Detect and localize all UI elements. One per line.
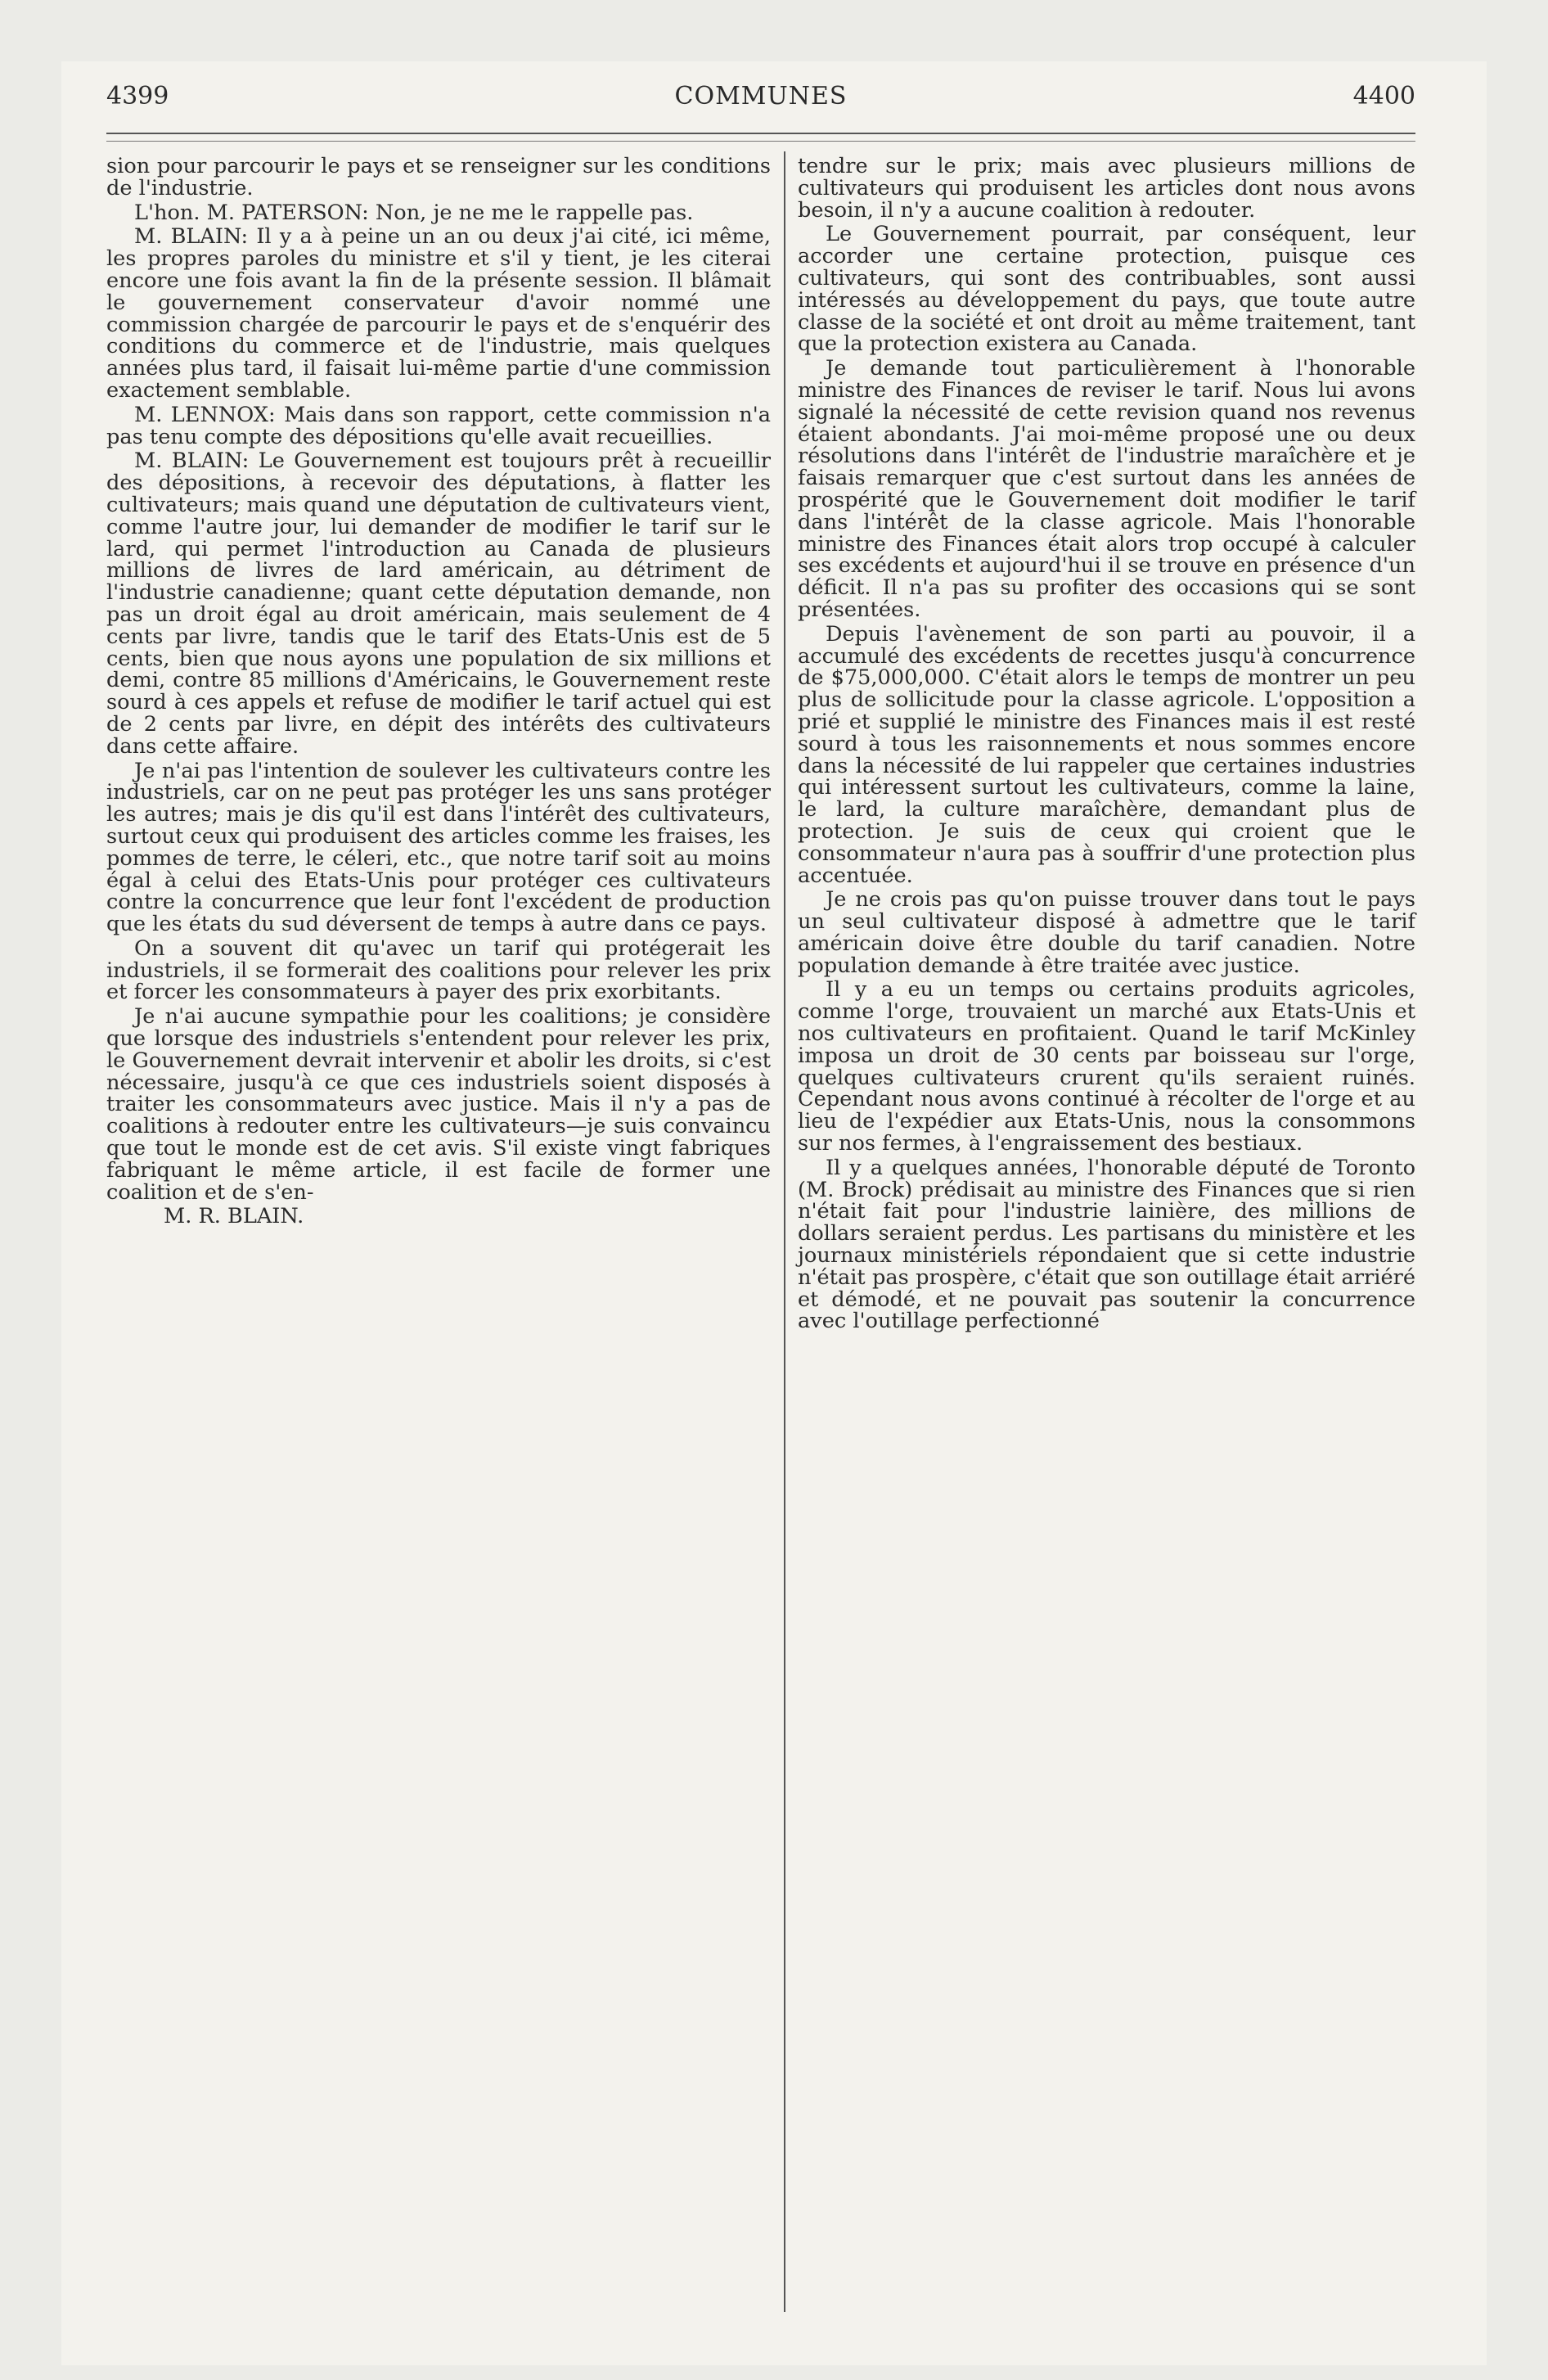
page-header bbox=[106, 82, 1415, 123]
paragraph: Je demande tout particulièrement à l'honorable ministre des Finances de reviser le tarif. Nous lui avons signalé la nécessité de cette revision quand nos revenus étaient abondants. J'ai moi-même proposé une ou deux résolutions dans l'intérêt de l'industrie maraîchère et je faisais remarquer que c'est surtout dans les années de prospérité que le Gouvernement doit modifier le tarif dans l'intérêt de la classe agricole. Mais l'honorable ministre des Finances était alors trop occupé à calculer ses excédents et aujourd'hui il se trouve en présence d'un déficit. Il n'a pas su profiter des occasions qui se sont présentées. bbox=[798, 356, 1415, 622]
left-column bbox=[106, 156, 771, 1228]
header-rule-bottom bbox=[106, 141, 1415, 142]
header-rule-top bbox=[106, 133, 1415, 134]
paragraph: Je ne crois pas qu'on puisse trouver dans tout le pays un seul cultivateur disposé à admettre que le tarif américain doive être double du tarif canadien. Notre population demande à être traitée avec justice. bbox=[798, 887, 1415, 978]
paragraph: M. LENNOX: Mais dans son rapport, cette commission n'a pas tenu compte des dépositions qu'elle avait recueillies. bbox=[106, 402, 771, 449]
paragraph: Le Gouvernement pourrait, par conséquent, leur accorder une certaine protection, puisque ces cultivateurs, qui sont des contribuables, sont aussi intéressés au développement du pays, que toute autre classe de la société et ont droit au même traitement, tant que la protection existera au Canada. bbox=[798, 222, 1415, 357]
paragraph: M. BLAIN: Le Gouvernement est toujours prêt à recueillir des dépositions, à recevoir des députations, à flatter les cultivateurs; mais quand une députation de cultivateurs vient, comme l'autre jour, lui demander de modifier le tarif sur le lard, qui permet l'introduction au Canada de plusieurs millions de livres de lard américain, au détriment de l'industrie canadienne; quant cette députation demande, non pas un droit égal au droit américain, mais seulement de 4 cents par livre, tandis que le tarif des Etats-Unis est de 5 cents, bien que nous ayons une population de six millions et demi, contre 85 millions d'Américains, le Gouvernement reste sourd à ces appels et refuse de modifier le tarif actuel qui est de 2 cents par livre, en dépit des intérêts des cultivateurs dans cette affaire. bbox=[106, 449, 771, 759]
paragraph: Je n'ai pas l'intention de soulever les cultivateurs contre les industriels, car on ne peut pas protéger les uns sans protéger les autres; mais je dis qu'il est dans l'intérêt des cultivateurs, surtout ceux qui produisent des articles comme les fraises, les pommes de terre, le céleri, etc., que notre tarif soit au moins égal à celui des Etats-Unis pour protéger ces cultivateurs contre la concurrence que leur font l'excédent de production que les états du sud déversent de temps à autre dans ce pays. bbox=[106, 758, 771, 937]
running-title: COMMUNES bbox=[674, 82, 848, 110]
page-number-right: 4400 bbox=[1352, 82, 1415, 110]
paragraph: Il y a eu un temps ou certains produits agricoles, comme l'orge, trouvaient un marché aux Etats-Unis et nos cultivateurs en profitaient. Quand le tarif McKinley imposa un droit de 30 cents par boisseau sur l'orge, quelques cultivateurs crurent qu'ils seraient ruinés. Cependant nous avons continué à récolter de l'orge et au lieu de l'expédier aux Etats-Unis, nous la consommons sur nos fermes, à l'engraissement des bestiaux. bbox=[798, 977, 1415, 1156]
column-divider bbox=[784, 151, 785, 2312]
paragraph: L'hon. M. PATERSON: Non, je ne me le rappelle pas. bbox=[134, 200, 694, 225]
paragraph: Je n'ai aucune sympathie pour les coalitions; je considère que lorsque des industriels s'entendent pour relever les prix, le Gouvernement devrait intervenir et abolir les droits, si c'est nécessaire, jusqu'à ce que ces industriels soient disposés à traiter les consommateurs avec justice. Mais il n'y a pas de coalitions à redouter entre les cultivateurs—je suis convaincu que tout le monde est de cet avis. S'il existe vingt fabriques fabriquant le même article, il est facile de former une coalition et de s'en- bbox=[106, 1004, 771, 1205]
paragraph: Depuis l'avènement de son parti au pouvoir, il a accumulé des excédents de recettes jusqu'à concurrence de $75,000,000. C'était alors le temps de montrer un peu plus de sollicitude pour la classe agricole. L'opposition a prié et supplié le ministre des Finances mais il est resté sourd à tous les raisonnements et nous sommes encore dans la nécessité de lui rappeler que certaines industries qui intéressent surtout les cultivateurs, comme la laine, le lard, la culture maraîchère, demandant plus de protection. Je suis de ceux qui croient que le consommateur n'aura pas à souffrir d'une protection plus accentuée. bbox=[798, 621, 1415, 888]
paragraph: Il y a quelques années, l'honorable député de Toronto (M. Brock) prédisait au ministre des Finances que si rien n'était fait pour l'industrie lainière, des millions de dollars seraient perdus. Les partisans du ministère et les journaux ministériels répondaient que si cette industrie n'était pas prospère, c'était que son outillage était arriéré et démodé, et ne pouvait pas soutenir la concurrence avec l'outillage perfectionné bbox=[798, 1155, 1415, 1334]
right-column bbox=[798, 156, 1415, 1335]
signature: M. R. BLAIN. bbox=[164, 1204, 304, 1229]
paragraph: sion pour parcourir le pays et se renseigner sur les conditions de l'industrie. bbox=[106, 154, 771, 201]
paragraph: M. BLAIN: Il y a à peine un an ou deux j'ai cité, ici même, les propres paroles du ministre et s'il y tient, je les citerai encore une fois avant la fin de la présente session. Il blâmait le gouvernement conservateur d'avoir nommé une commission chargée de parcourir le pays et de s'enquérir des conditions du commerce et de l'industrie, mais quelques années plus tard, il faisait lui-même partie d'une commission exactement semblable. bbox=[106, 224, 771, 403]
paragraph: tendre sur le prix; mais avec plusieurs millions de cultivateurs qui produisent les articles dont nous avons besoin, il n'y a aucune coalition à redouter. bbox=[798, 154, 1415, 223]
page-number-left: 4399 bbox=[106, 82, 169, 110]
paragraph: On a souvent dit qu'avec un tarif qui protégerait les industriels, il se formerait des coalitions pour relever les prix et forcer les consommateurs à payer des prix exorbitants. bbox=[106, 935, 771, 1005]
